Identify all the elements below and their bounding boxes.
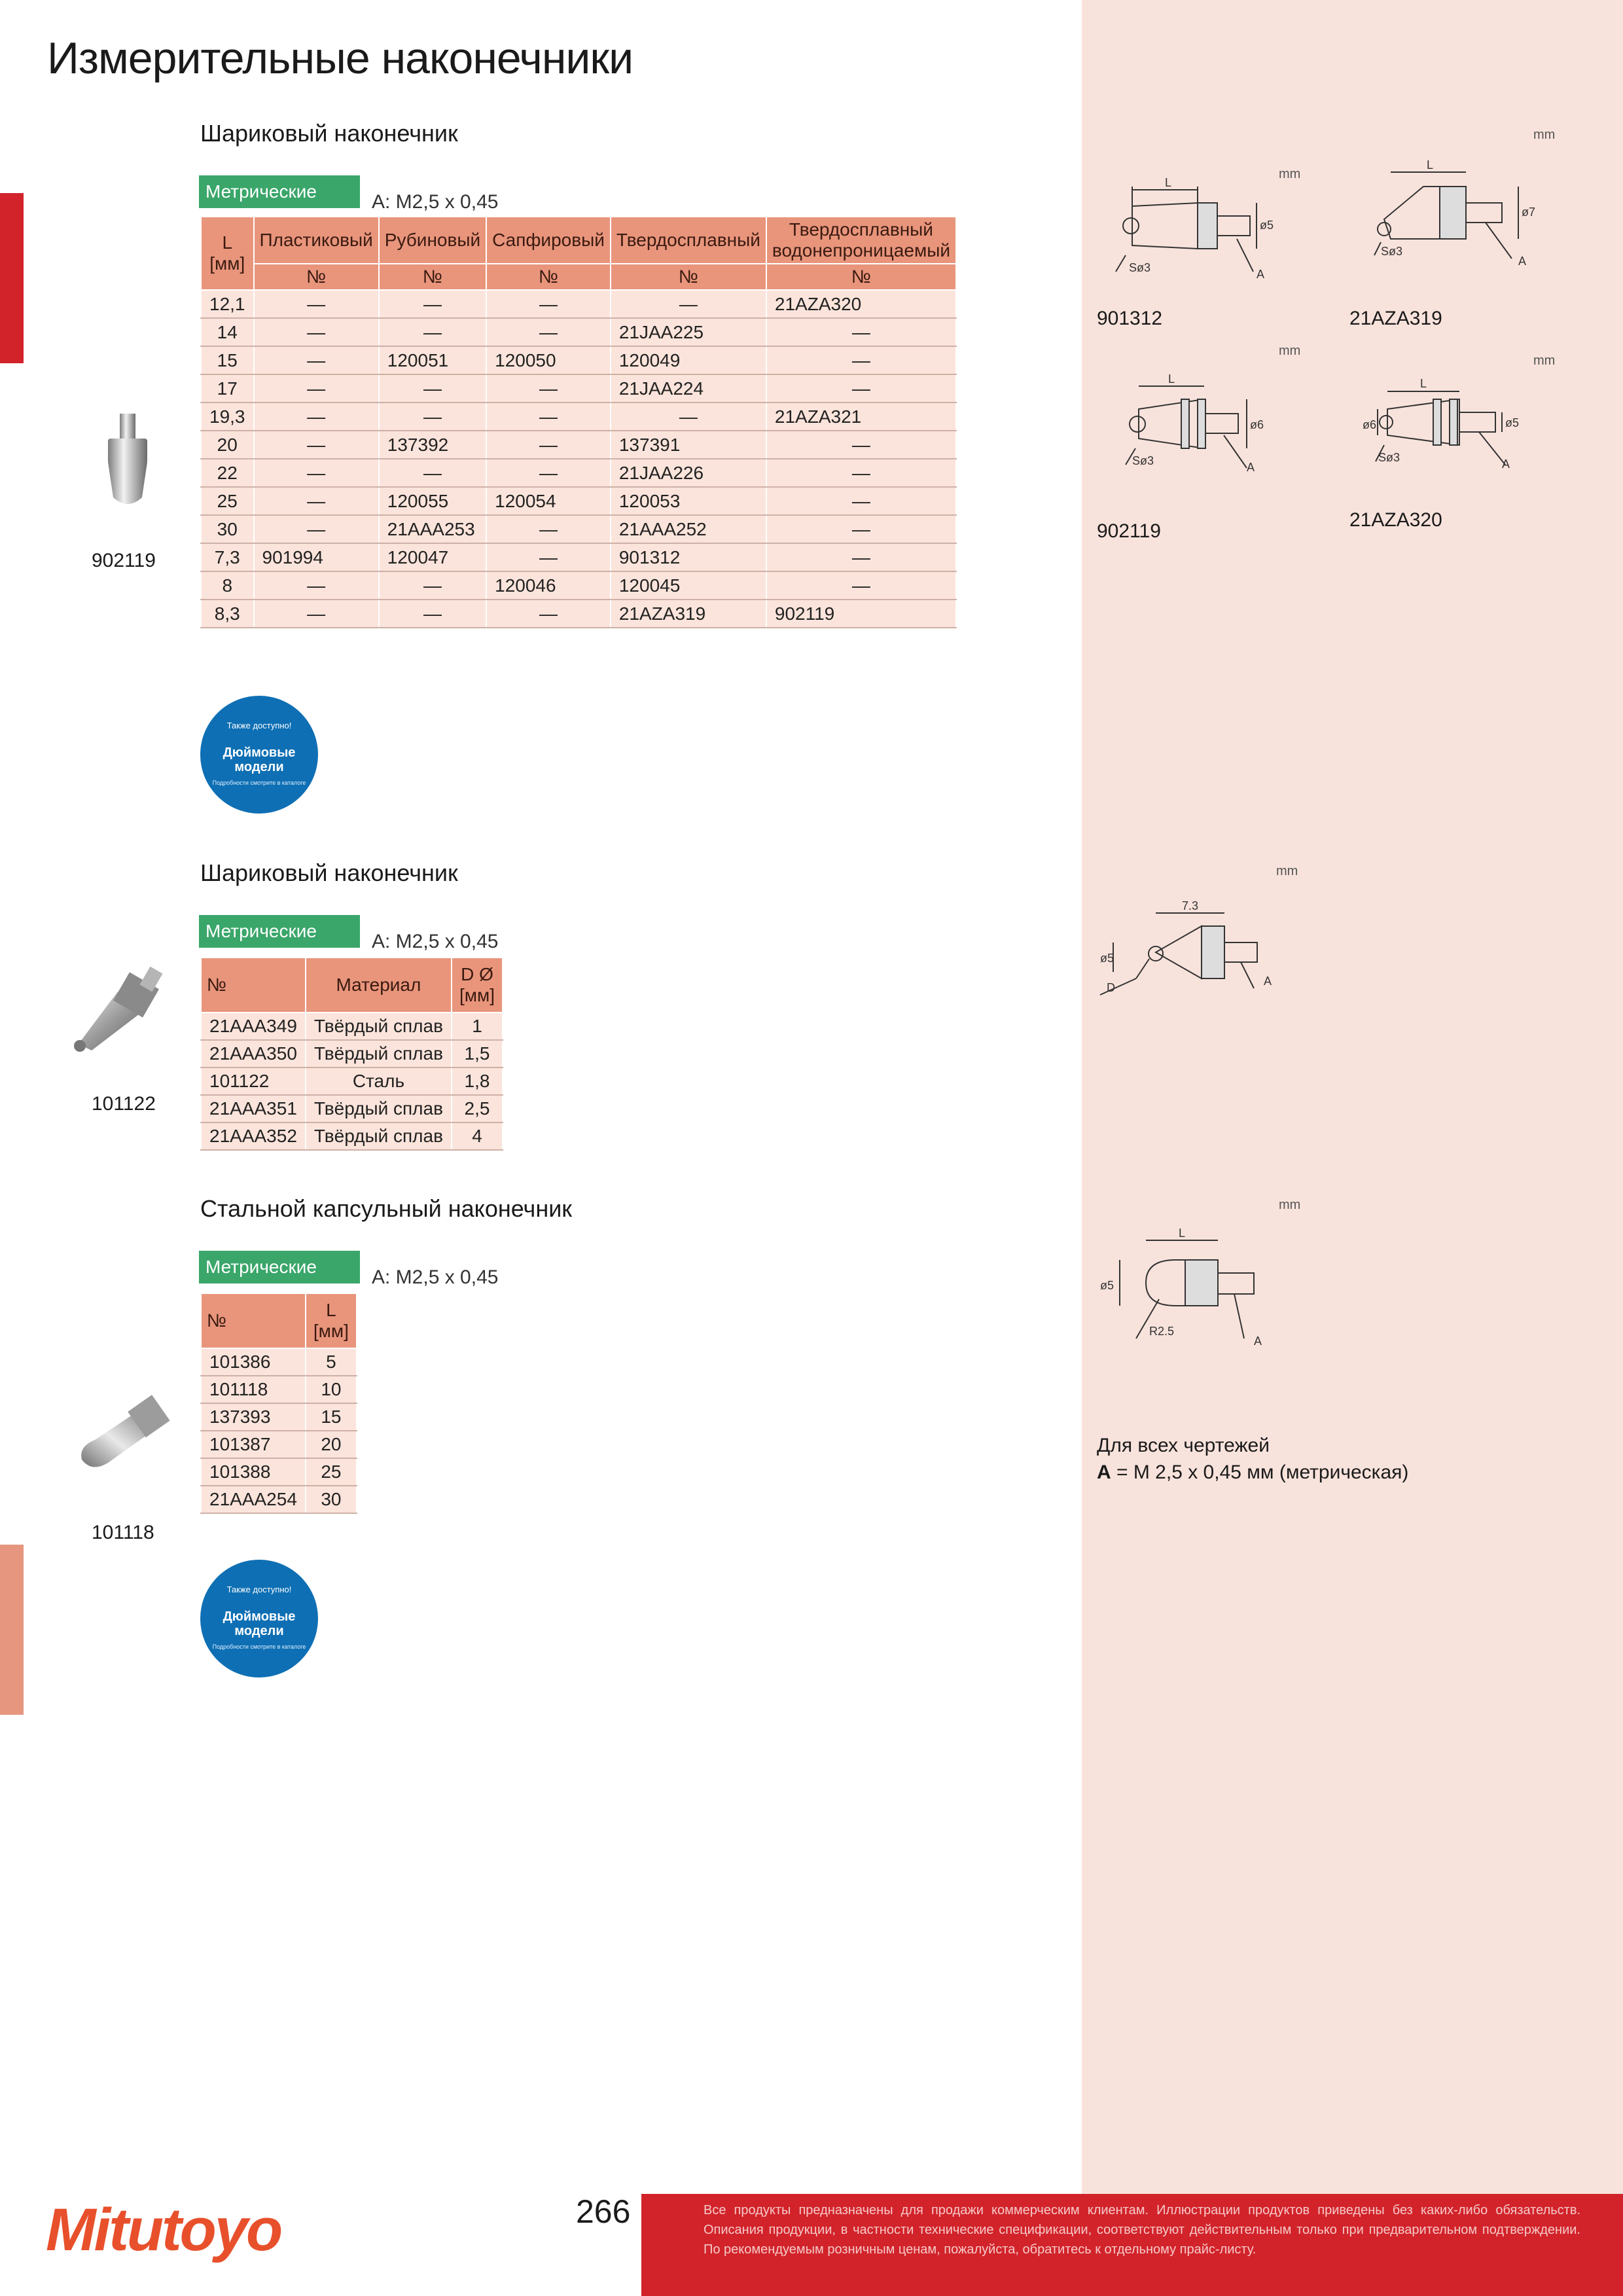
table-cell: 22 — [201, 459, 254, 487]
footer-disclaimer: Все продукты предназначены для продажи коммерческим клиентам. Иллюстрации продуктов приведены без каких-либо обязательств. Описания продукции, в частности технические спецификации, соответствуют действительным только при предварительном подтверждении. По рекомендуемым розничным ценам, пожалуйста, обратитесь к отдельному прайс-листу. — [704, 2203, 1580, 2257]
drawings-note-title: Для всех чертежей — [1097, 1435, 1270, 1456]
table-cell: 120051 — [379, 346, 486, 374]
table-row — [201, 431, 956, 459]
table-cell: — — [486, 318, 611, 346]
table-cell: 20 — [201, 431, 254, 459]
table-cell: Твёрдый сплав — [306, 1122, 452, 1150]
table-row — [201, 1122, 503, 1150]
table-cell: 21JAA224 — [611, 374, 766, 403]
col-header-plastic: Пластиковый — [254, 217, 379, 264]
table-cell: — — [486, 600, 611, 628]
table-cell: — — [486, 290, 611, 318]
col-header-waterproof: Твердосплавный водонепроницаемый — [766, 217, 956, 264]
table-cell: 120054 — [486, 487, 611, 515]
table-cell: — — [254, 346, 379, 374]
svg-text:L: L — [1168, 373, 1175, 386]
metric-badge: Метрические — [199, 915, 360, 948]
svg-text:A: A — [1264, 975, 1272, 988]
table-cell: — — [766, 459, 956, 487]
table-cell: 137392 — [379, 431, 486, 459]
table-cell: 120045 — [611, 571, 766, 600]
table-cell: — — [766, 543, 956, 571]
col-header-length: L [мм] — [306, 1293, 357, 1348]
table-cell: — — [254, 571, 379, 600]
table-row — [201, 318, 956, 346]
svg-text:ø5: ø5 — [1260, 219, 1274, 232]
table-cell: — — [254, 403, 379, 431]
section1-title: Шариковый наконечник — [200, 120, 458, 147]
table-cell: — — [486, 431, 611, 459]
unit-label: mm — [1533, 128, 1556, 142]
table-cell: 21AAA254 — [201, 1486, 306, 1513]
table-cell: — — [379, 374, 486, 403]
table-cell: — — [486, 403, 611, 431]
col-subheader-no: № — [379, 264, 486, 290]
table-cell: 101386 — [201, 1348, 306, 1376]
table-cell: — — [486, 374, 611, 403]
table-row — [201, 543, 956, 571]
page-number: 266 — [576, 2193, 631, 2230]
table-cell: 1,8 — [452, 1067, 503, 1095]
table-cell: — — [379, 600, 486, 628]
table-cell: 20 — [306, 1431, 357, 1458]
unit-label: mm — [1279, 344, 1301, 358]
table-cell: — — [766, 431, 956, 459]
table-cell: — — [766, 487, 956, 515]
table-cell: 120055 — [379, 487, 486, 515]
table-cell: 25 — [306, 1458, 357, 1486]
table-row — [201, 290, 956, 318]
ball-tip-material-table — [200, 957, 503, 1151]
unit-label: mm — [1276, 864, 1298, 878]
table-cell: — — [379, 403, 486, 431]
section2-title: Шариковый наконечник — [200, 859, 458, 886]
table-cell: — — [379, 459, 486, 487]
inch-models-badge: Также доступно! Дюймовые модели Подробности смотрите в каталоге — [200, 696, 318, 814]
table-row — [201, 1431, 357, 1458]
table-cell: 30 — [201, 515, 254, 543]
table-row — [201, 459, 956, 487]
chapter-tab-marker — [0, 193, 24, 363]
ball-tip-photo — [82, 406, 173, 517]
table-row — [201, 403, 956, 431]
capsule-tip-photo — [72, 1388, 177, 1479]
table-cell: 21JAA226 — [611, 459, 766, 487]
table-cell: 15 — [201, 346, 254, 374]
col-subheader-no: № — [486, 264, 611, 290]
table-row — [201, 600, 956, 628]
table-row — [201, 1486, 357, 1513]
table-cell: 1,5 — [452, 1040, 503, 1067]
col-header-material: Материал — [306, 958, 452, 1013]
col-subheader-no: № — [254, 264, 379, 290]
table-cell: 12,1 — [201, 290, 254, 318]
table-cell: — — [254, 290, 379, 318]
table-cell: 30 — [306, 1486, 357, 1513]
col-subheader-no: № — [766, 264, 956, 290]
table-cell: 21AAA351 — [201, 1095, 306, 1122]
svg-text:A: A — [1247, 461, 1255, 474]
ball-tip-steel-photo — [65, 962, 177, 1060]
table-cell: 120050 — [486, 346, 611, 374]
table-cell: — — [766, 318, 956, 346]
table-cell: — — [254, 318, 379, 346]
svg-text:D: D — [1107, 981, 1115, 994]
table-cell: 21AAA350 — [201, 1040, 306, 1067]
ball-tip-table — [200, 216, 957, 628]
table-cell: 902119 — [766, 600, 956, 628]
table-cell: 21AZA320 — [766, 290, 956, 318]
table-cell: 7,3 — [201, 543, 254, 571]
drawing-label: 901312 — [1097, 308, 1163, 329]
svg-text:7.3: 7.3 — [1182, 899, 1199, 912]
thread-note: A: M2,5 x 0,45 — [372, 931, 499, 952]
svg-text:L: L — [1420, 377, 1427, 390]
table-cell: Твёрдый сплав — [306, 1095, 452, 1122]
table-row — [201, 1013, 503, 1040]
svg-text:ø7: ø7 — [1522, 206, 1536, 219]
chapter-tab-marker-secondary — [0, 1545, 24, 1715]
product-label: 101118 — [92, 1522, 154, 1543]
drawing-901312 — [1106, 167, 1315, 298]
table-cell: — — [379, 318, 486, 346]
col-header-length: L [мм] — [201, 217, 254, 290]
svg-text:R2.5: R2.5 — [1149, 1325, 1175, 1338]
table-cell: 120046 — [486, 571, 611, 600]
drawing-21AZA319 — [1361, 151, 1571, 281]
col-header-diameter: D Ø [мм] — [452, 958, 503, 1013]
col-header-carbide: Твердосплавный — [611, 217, 766, 264]
capsule-tip-table — [200, 1293, 357, 1514]
svg-text:Sø3: Sø3 — [1381, 245, 1403, 258]
table-cell: 101388 — [201, 1458, 306, 1486]
unit-label: mm — [1533, 353, 1556, 368]
drawing-capsule-tip — [1097, 1214, 1306, 1352]
table-cell: 101118 — [201, 1376, 306, 1403]
table-cell: 8,3 — [201, 600, 254, 628]
product-label: 101122 — [92, 1093, 156, 1115]
table-cell: 17 — [201, 374, 254, 403]
table-row — [201, 1040, 503, 1067]
drawing-label: 21AZA320 — [1349, 509, 1442, 531]
table-cell: 137391 — [611, 431, 766, 459]
table-cell: 21AZA319 — [611, 600, 766, 628]
drawings-note-thread: A = M 2,5 x 0,45 мм (метрическая) — [1097, 1462, 1409, 1483]
product-label: 902119 — [92, 550, 156, 571]
thread-note: A: M2,5 x 0,45 — [372, 191, 499, 213]
table-cell: Сталь — [306, 1067, 452, 1095]
brand-logo: Mitutoyo — [46, 2197, 281, 2263]
table-cell: — — [379, 571, 486, 600]
table-cell: 2,5 — [452, 1095, 503, 1122]
col-subheader-no: № — [611, 264, 766, 290]
col-header-no: № — [201, 958, 306, 1013]
table-cell: 8 — [201, 571, 254, 600]
table-cell: 901312 — [611, 543, 766, 571]
drawing-label: 21AZA319 — [1349, 308, 1442, 329]
table-cell: 901994 — [254, 543, 379, 571]
table-cell: — — [254, 374, 379, 403]
svg-text:A: A — [1254, 1335, 1262, 1348]
table-row — [201, 1095, 503, 1122]
svg-text:A: A — [1502, 457, 1510, 471]
table-cell: 120047 — [379, 543, 486, 571]
table-cell: — — [254, 487, 379, 515]
table-cell: Твёрдый сплав — [306, 1040, 452, 1067]
table-cell: — — [254, 600, 379, 628]
table-cell: — — [611, 403, 766, 431]
thread-note: A: M2,5 x 0,45 — [372, 1266, 499, 1288]
table-cell: 25 — [201, 487, 254, 515]
svg-text:ø5: ø5 — [1100, 1279, 1115, 1292]
table-cell: — — [379, 290, 486, 318]
table-cell: — — [486, 459, 611, 487]
table-cell: 4 — [452, 1122, 503, 1150]
inch-models-badge: Также доступно! Дюймовые модели Подробности смотрите в каталоге — [200, 1560, 318, 1677]
svg-text:ø5: ø5 — [1505, 416, 1520, 429]
table-cell: 15 — [306, 1403, 357, 1431]
table-cell: 21AAA252 — [611, 515, 766, 543]
table-cell: Твёрдый сплав — [306, 1013, 452, 1040]
table-cell: 14 — [201, 318, 254, 346]
table-cell: 21AAA352 — [201, 1122, 306, 1150]
table-cell: 21AAA349 — [201, 1013, 306, 1040]
table-cell: 21JAA225 — [611, 318, 766, 346]
table-row — [201, 1348, 357, 1376]
svg-text:Sø3: Sø3 — [1132, 454, 1154, 467]
table-cell: — — [254, 515, 379, 543]
table-row — [201, 487, 956, 515]
table-cell: — — [486, 515, 611, 543]
table-cell: 5 — [306, 1348, 357, 1376]
table-cell: — — [766, 374, 956, 403]
svg-text:ø5: ø5 — [1100, 952, 1115, 965]
unit-label: mm — [1279, 167, 1301, 181]
table-row — [201, 346, 956, 374]
table-cell: — — [254, 431, 379, 459]
drawing-21AZA320 — [1361, 373, 1571, 484]
table-cell: 120053 — [611, 487, 766, 515]
table-cell: — — [486, 543, 611, 571]
svg-text:L: L — [1179, 1227, 1186, 1240]
table-cell: 19,3 — [201, 403, 254, 431]
svg-text:L: L — [1165, 176, 1172, 189]
svg-text:A: A — [1518, 255, 1527, 268]
table-cell: 101122 — [201, 1067, 306, 1095]
svg-text:A: A — [1257, 268, 1265, 281]
table-cell: 21AAA253 — [379, 515, 486, 543]
page-title: Измерительные наконечники — [47, 33, 633, 83]
table-cell: 21AZA321 — [766, 403, 956, 431]
svg-text:L: L — [1427, 158, 1434, 171]
table-cell: — — [611, 290, 766, 318]
drawing-902119 — [1106, 373, 1315, 484]
metric-badge: Метрические — [199, 1251, 360, 1283]
table-row — [201, 1403, 357, 1431]
table-row — [201, 1458, 357, 1486]
col-header-sapphire: Сапфировый — [486, 217, 611, 264]
table-row — [201, 571, 956, 600]
drawing-label: 902119 — [1097, 520, 1161, 542]
svg-text:Sø3: Sø3 — [1378, 451, 1400, 464]
svg-text:ø6: ø6 — [1363, 418, 1377, 431]
metric-badge: Метрические — [199, 175, 360, 208]
table-cell: 101387 — [201, 1431, 306, 1458]
col-header-no: № — [201, 1293, 306, 1348]
table-row — [201, 1376, 357, 1403]
section3-title: Стальной капсульный наконечник — [200, 1195, 573, 1222]
table-cell: 10 — [306, 1376, 357, 1403]
svg-text:Sø3: Sø3 — [1129, 261, 1151, 274]
table-cell: 1 — [452, 1013, 503, 1040]
table-cell: 120049 — [611, 346, 766, 374]
table-row — [201, 1067, 503, 1095]
table-cell: 137393 — [201, 1403, 306, 1431]
svg-text:ø6: ø6 — [1250, 418, 1264, 431]
table-row — [201, 374, 956, 403]
drawing-ball-tip-d — [1097, 880, 1306, 1005]
table-cell: — — [254, 459, 379, 487]
col-header-ruby: Рубиновый — [379, 217, 486, 264]
table-cell: — — [766, 515, 956, 543]
table-cell: — — [766, 346, 956, 374]
table-row — [201, 515, 956, 543]
unit-label: mm — [1279, 1198, 1301, 1212]
table-cell: — — [766, 571, 956, 600]
